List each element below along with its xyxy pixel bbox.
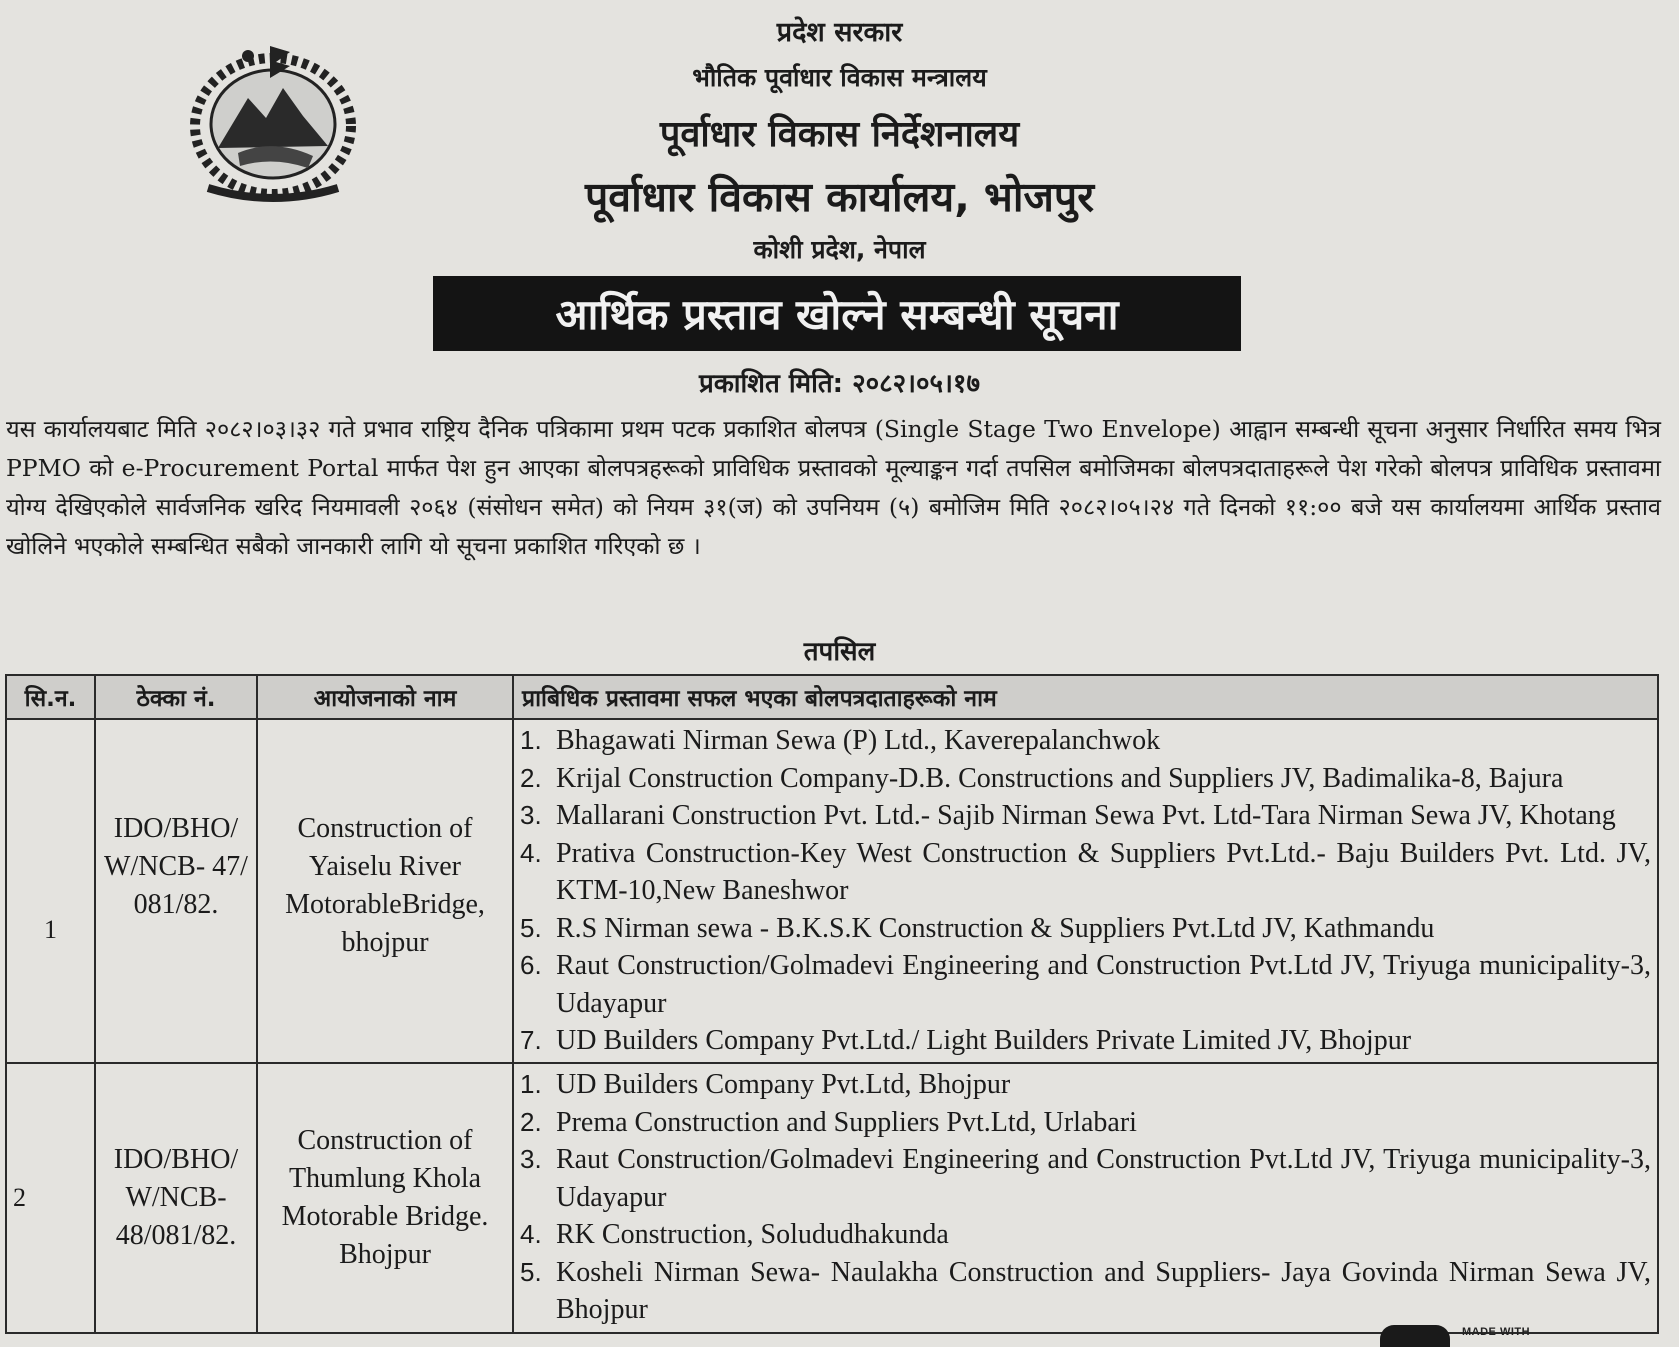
bidder-name: UD Builders Company Pvt.Ltd./ Light Builders Private Limited JV, Bhojpur <box>556 1025 1412 1056</box>
bidder-number: 3. <box>520 1144 542 1175</box>
list-item <box>520 1022 1651 1060</box>
row-project-name: Construction of Yaiselu River MotorableBridge, bhojpur <box>257 719 513 1063</box>
bidder-number: 5. <box>520 912 542 943</box>
bidder-name: Prema Construction and Suppliers Pvt.Ltd, Urlabari <box>556 1106 1137 1138</box>
bidder-number: 4. <box>520 1219 542 1250</box>
published-date: प्रकाशित मिति: २०८२।०५।१७ <box>699 369 980 399</box>
row-contract-no: IDO/BHO/ W/NCB- 47/ 081/82. <box>95 719 257 1063</box>
province-location: कोशी प्रदेश, नेपाल <box>753 235 926 264</box>
bidder-number: 4. <box>520 837 542 868</box>
bidder-number: 2. <box>520 762 542 793</box>
ministry-title: भौतिक पूर्वाधार विकास मन्त्रालय <box>692 63 987 92</box>
row-sn: 1 <box>6 719 95 1063</box>
list-item <box>520 1216 1651 1254</box>
table-row <box>6 719 1658 1063</box>
directorate-title: पूर्वाधार विकास निर्देशनालय <box>659 114 1020 155</box>
bidder-number: 2. <box>520 1106 542 1137</box>
notice-banner: आर्थिक प्रस्ताव खोल्ने सम्बन्धी सूचना <box>433 276 1241 351</box>
bidder-name: UD Builders Company Pvt.Ltd, Bhojpur <box>556 1069 1011 1101</box>
made-with-watermark: MADE WITH <box>1462 1326 1531 1338</box>
table-row <box>6 1063 1658 1333</box>
header-bidder-names: प्राबिधिक प्रस्तावमा सफल भएका बोलपत्रदाताहरूको नाम <box>513 675 1658 719</box>
bidder-number: 7. <box>520 1025 542 1055</box>
bidder-name: RK Construction, Solududhakunda <box>556 1219 949 1251</box>
row-contract-no: IDO/BHO/ W/NCB- 48/081/82. <box>95 1063 257 1333</box>
header-sn: सि.न. <box>6 675 95 719</box>
header-contract-no: ठेक्का नं. <box>95 675 257 719</box>
schedule-heading: तपसिल <box>803 637 876 667</box>
bidder-name: Raut Construction/Golmadevi Engineering and Construction Pvt.Ltd JV, Triyuga municipality-3, Udayapur <box>556 950 1651 1019</box>
bidder-name: Raut Construction/Golmadevi Engineering and Construction Pvt.Ltd JV, Triyuga municipality-3, Udayapur <box>556 1144 1651 1213</box>
header-project-name: आयोजनाको नाम <box>257 675 513 719</box>
list-item <box>520 797 1651 835</box>
province-government-title: प्रदेश सरकार <box>776 17 903 48</box>
bidders-table <box>5 674 1659 1334</box>
bidder-number: 1. <box>520 1069 542 1100</box>
bidder-name: Mallarani Construction Pvt. Ltd.- Sajib Nirman Sewa Pvt. Ltd-Tara Nirman Sewa JV, Khotang <box>556 800 1616 831</box>
row-sn: 2 <box>6 1063 95 1333</box>
row-bidder-list <box>513 1063 1658 1333</box>
table-header-row <box>6 675 1658 719</box>
list-item <box>520 760 1651 798</box>
bidder-number: 6. <box>520 950 542 980</box>
notice-paragraph: यस कार्यालयबाट मिति २०८२।०३।३२ गते प्रभाव राष्ट्रिय दैनिक पत्रिकामा प्रथम पटक प्रकाशित बोलपत्र (Single Stage Two Envelope) आह्वान सम्बन्धी सूचना अनुसार निर्धारित समय भित्र PPMO को e-Procurement Portal मार्फत पेश हुन आएका बोलपत्रहरूको प्राविधिक प्रस्तावको मूल्याङ्कन गर्दा तपसिल बमोजिमका बोलपत्रदाताहरूले पेश गरेको बोलपत्र प्राविधिक प्रस्तावमा योग्य देखिएकोले सार्वजनिक खरिद नियमावली २०६४ (संसोधन समेत) को नियम ३१(ज) को उपनियम (५) बमोजिम मिति २०८२।०५।२४ गते दिनको ११:०० बजे यस कार्यालयमा आर्थिक प्रस्ताव खोलिने भएकोले सम्बन्धित सबैको जानकारी लागि यो सूचना प्रकाशित गरिएको छ । <box>6 415 1661 560</box>
bidder-name: R.S Nirman sewa - B.K.S.K Construction & Suppliers Pvt.Ltd JV, Kathmandu <box>556 912 1435 944</box>
list-item <box>520 910 1651 948</box>
list-item <box>520 947 1651 1022</box>
bidder-name: Krijal Construction Company-D.B. Constructions and Suppliers JV, Badimalika-8, Bajura <box>556 762 1564 794</box>
row-project-name: Construction of Thumlung Khola Motorable Bridge. Bhojpur <box>257 1063 513 1333</box>
list-item <box>520 1141 1651 1216</box>
list-item <box>520 835 1651 910</box>
watermark-shape <box>1380 1325 1450 1347</box>
bidder-number: 5. <box>520 1256 542 1287</box>
list-item <box>520 1104 1651 1142</box>
list-item <box>520 1066 1651 1104</box>
list-item <box>520 1254 1651 1329</box>
bidder-name: Kosheli Nirman Sewa- Naulakha Construction and Suppliers- Jaya Govinda Nirman Sewa JV, Bhojpur <box>556 1256 1651 1326</box>
bidder-name: Prativa Construction-Key West Construction & Suppliers Pvt.Ltd.- Baju Builders Pvt. Ltd. JV, KTM-10,New Baneshwor <box>556 837 1651 906</box>
list-item <box>520 722 1651 760</box>
row-bidder-list <box>513 719 1658 1063</box>
bidder-name: Bhagawati Nirman Sewa (P) Ltd., Kaverepalanchwok <box>556 725 1161 756</box>
bidder-number: 3. <box>520 800 542 830</box>
office-title: पूर्वाधार विकास कार्यालय, भोजपुर <box>585 173 1094 221</box>
bidder-number: 1. <box>520 725 542 755</box>
